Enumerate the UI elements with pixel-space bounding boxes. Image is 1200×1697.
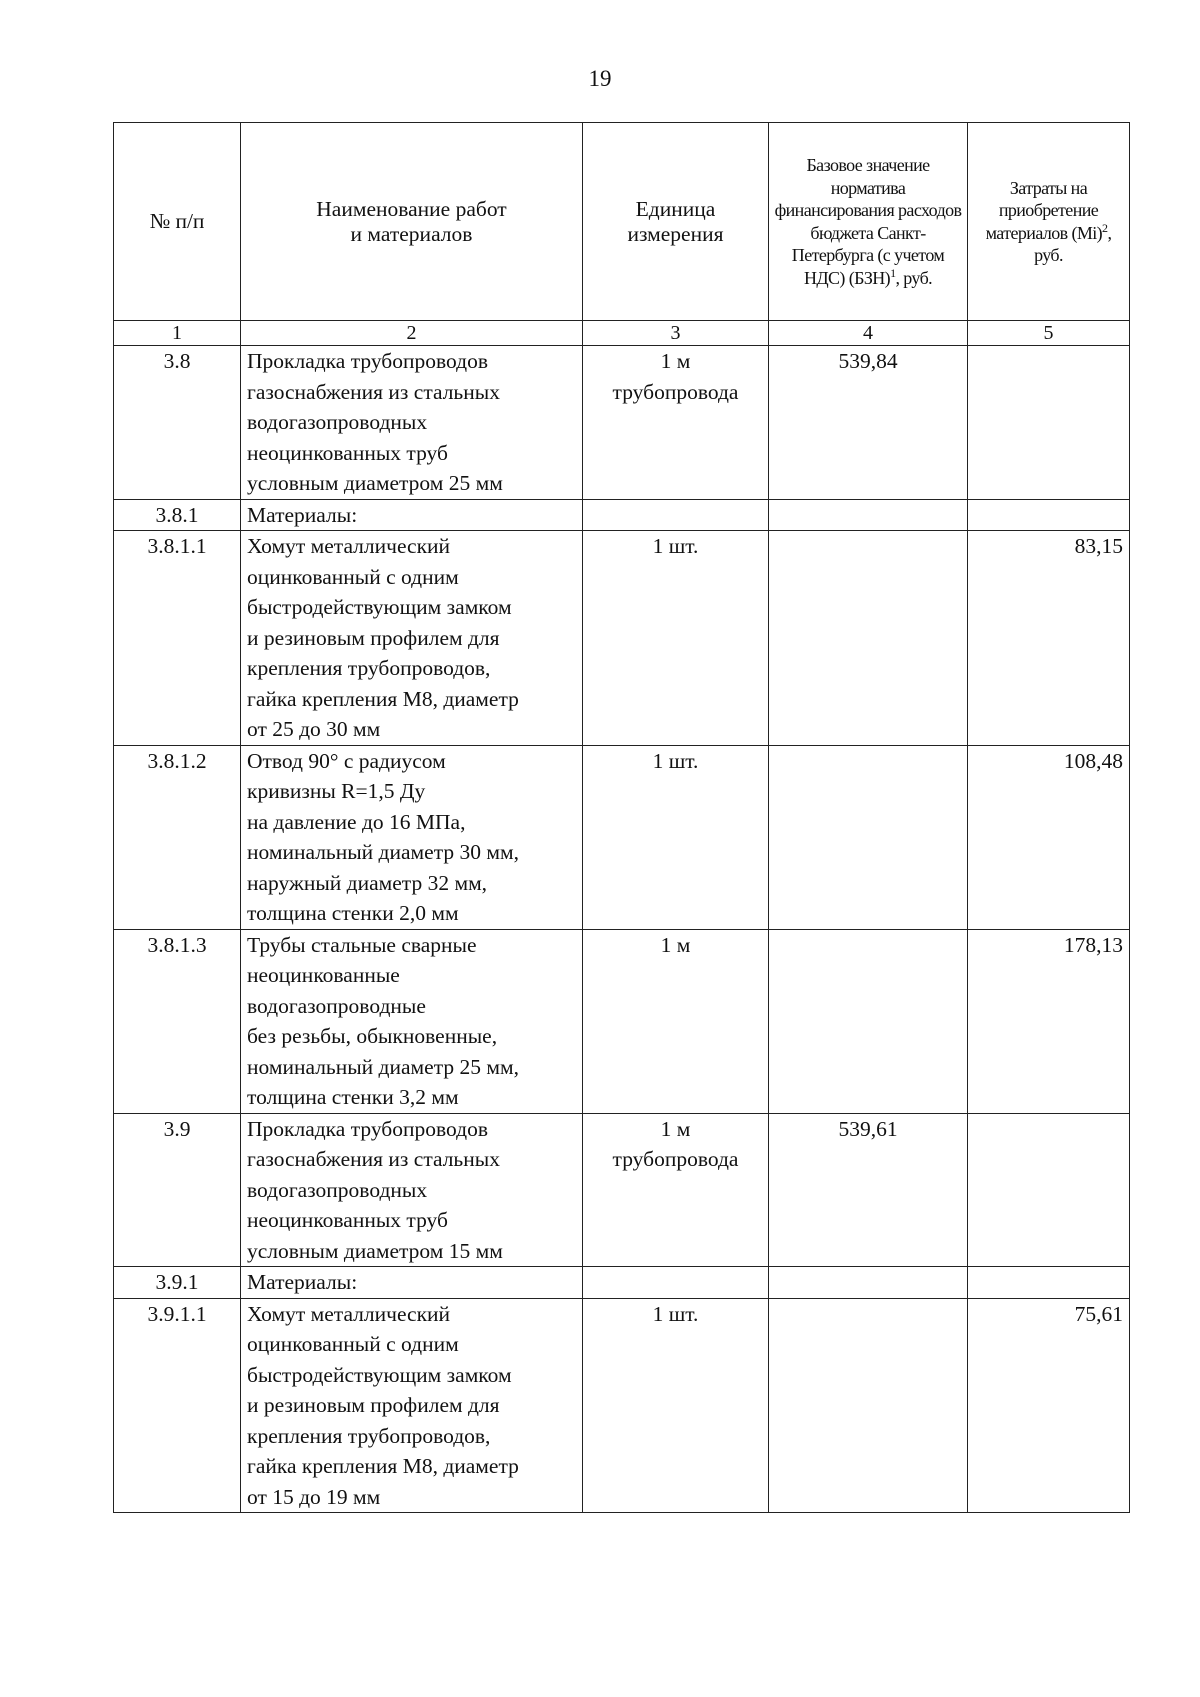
row-number: 3.8.1.3	[114, 929, 241, 1113]
column-numbers-row	[114, 321, 1130, 346]
row-unit: 1 шт.	[583, 1298, 769, 1513]
table-row	[114, 1267, 1130, 1299]
table-row	[114, 499, 1130, 531]
column-number: 5	[968, 321, 1130, 346]
table-row	[114, 1113, 1130, 1267]
header-base-value-text: Базовое значение норматива финансирования расходов бюджета Санкт-Петербурга (с учетом НДС) (БЗН)	[774, 155, 962, 288]
row-base-value: 539,61	[769, 1113, 968, 1267]
row-name: Материалы:	[241, 499, 583, 531]
header-material-costs	[968, 123, 1130, 321]
row-name: Трубы стальные сварные неоцинкованные водогазопроводные без резьбы, обыкновенные, номинальный диаметр 25 мм, толщина стенки 3,2 мм	[241, 929, 583, 1113]
row-number: 3.9.1	[114, 1267, 241, 1299]
row-unit: 1 м трубопровода	[583, 1113, 769, 1267]
table-row	[114, 1298, 1130, 1513]
row-name: Хомут металлический оцинкованный с одним быстродействующим замком и резиновым профилем для крепления трубопроводов, гайка крепления М8, диаметр от 25 до 30 мм	[241, 531, 583, 746]
table-row	[114, 346, 1130, 500]
row-material-cost	[968, 1113, 1130, 1267]
row-base-value	[769, 499, 968, 531]
column-number: 2	[241, 321, 583, 346]
table-row	[114, 531, 1130, 746]
header-base-value	[769, 123, 968, 321]
norms-table	[113, 122, 1130, 1513]
row-material-cost	[968, 1267, 1130, 1299]
row-base-value	[769, 745, 968, 929]
page-number: 19	[588, 66, 612, 91]
row-base-value: 539,84	[769, 346, 968, 500]
row-material-cost	[968, 346, 1130, 500]
row-unit	[583, 1267, 769, 1299]
column-number: 3	[583, 321, 769, 346]
header-material-costs-text: Затраты на приобретение материалов (Mi)	[985, 177, 1103, 243]
row-material-cost: 83,15	[968, 531, 1130, 746]
row-number: 3.8.1.2	[114, 745, 241, 929]
row-name: Прокладка трубопроводов газоснабжения из стальных водогазопроводных неоцинкованных труб условным диаметром 25 мм	[241, 346, 583, 500]
row-number: 3.8.1.1	[114, 531, 241, 746]
row-unit: 1 шт.	[583, 531, 769, 746]
header-base-value-unit: , руб.	[895, 267, 933, 288]
row-base-value	[769, 929, 968, 1113]
row-base-value	[769, 1267, 968, 1299]
row-base-value	[769, 1298, 968, 1513]
row-number: 3.9	[114, 1113, 241, 1267]
header-name: Наименование работ и материалов	[241, 123, 583, 321]
row-material-cost: 108,48	[968, 745, 1130, 929]
row-unit: 1 м	[583, 929, 769, 1113]
footnote-1-mark: 1	[890, 265, 896, 280]
row-name: Хомут металлический оцинкованный с одним быстродействующим замком и резиновым профилем для крепления трубопроводов, гайка крепления М8, диаметр от 15 до 19 мм	[241, 1298, 583, 1513]
column-number: 4	[769, 321, 968, 346]
row-unit: 1 м трубопровода	[583, 346, 769, 500]
row-number: 3.8	[114, 346, 241, 500]
row-base-value	[769, 531, 968, 746]
row-name: Материалы:	[241, 1267, 583, 1299]
row-unit: 1 шт.	[583, 745, 769, 929]
row-name: Отвод 90° с радиусом кривизны R=1,5 Ду на давление до 16 МПа, номинальный диаметр 30 мм, наружный диаметр 32 мм, толщина стенки 2,0 мм	[241, 745, 583, 929]
header-material-costs-unit: , руб.	[1034, 222, 1112, 265]
row-number: 3.9.1.1	[114, 1298, 241, 1513]
table-header-row	[114, 123, 1130, 321]
row-name: Прокладка трубопроводов газоснабжения из стальных водогазопроводных неоцинкованных труб условным диаметром 15 мм	[241, 1113, 583, 1267]
column-number: 1	[114, 321, 241, 346]
row-number: 3.8.1	[114, 499, 241, 531]
row-unit	[583, 499, 769, 531]
row-material-cost	[968, 499, 1130, 531]
table-row	[114, 745, 1130, 929]
row-material-cost: 75,61	[968, 1298, 1130, 1513]
footnote-2-mark: 2	[1102, 220, 1108, 235]
header-unit: Единица измерения	[583, 123, 769, 321]
header-number: № п/п	[114, 123, 241, 321]
row-material-cost: 178,13	[968, 929, 1130, 1113]
table-row	[114, 929, 1130, 1113]
